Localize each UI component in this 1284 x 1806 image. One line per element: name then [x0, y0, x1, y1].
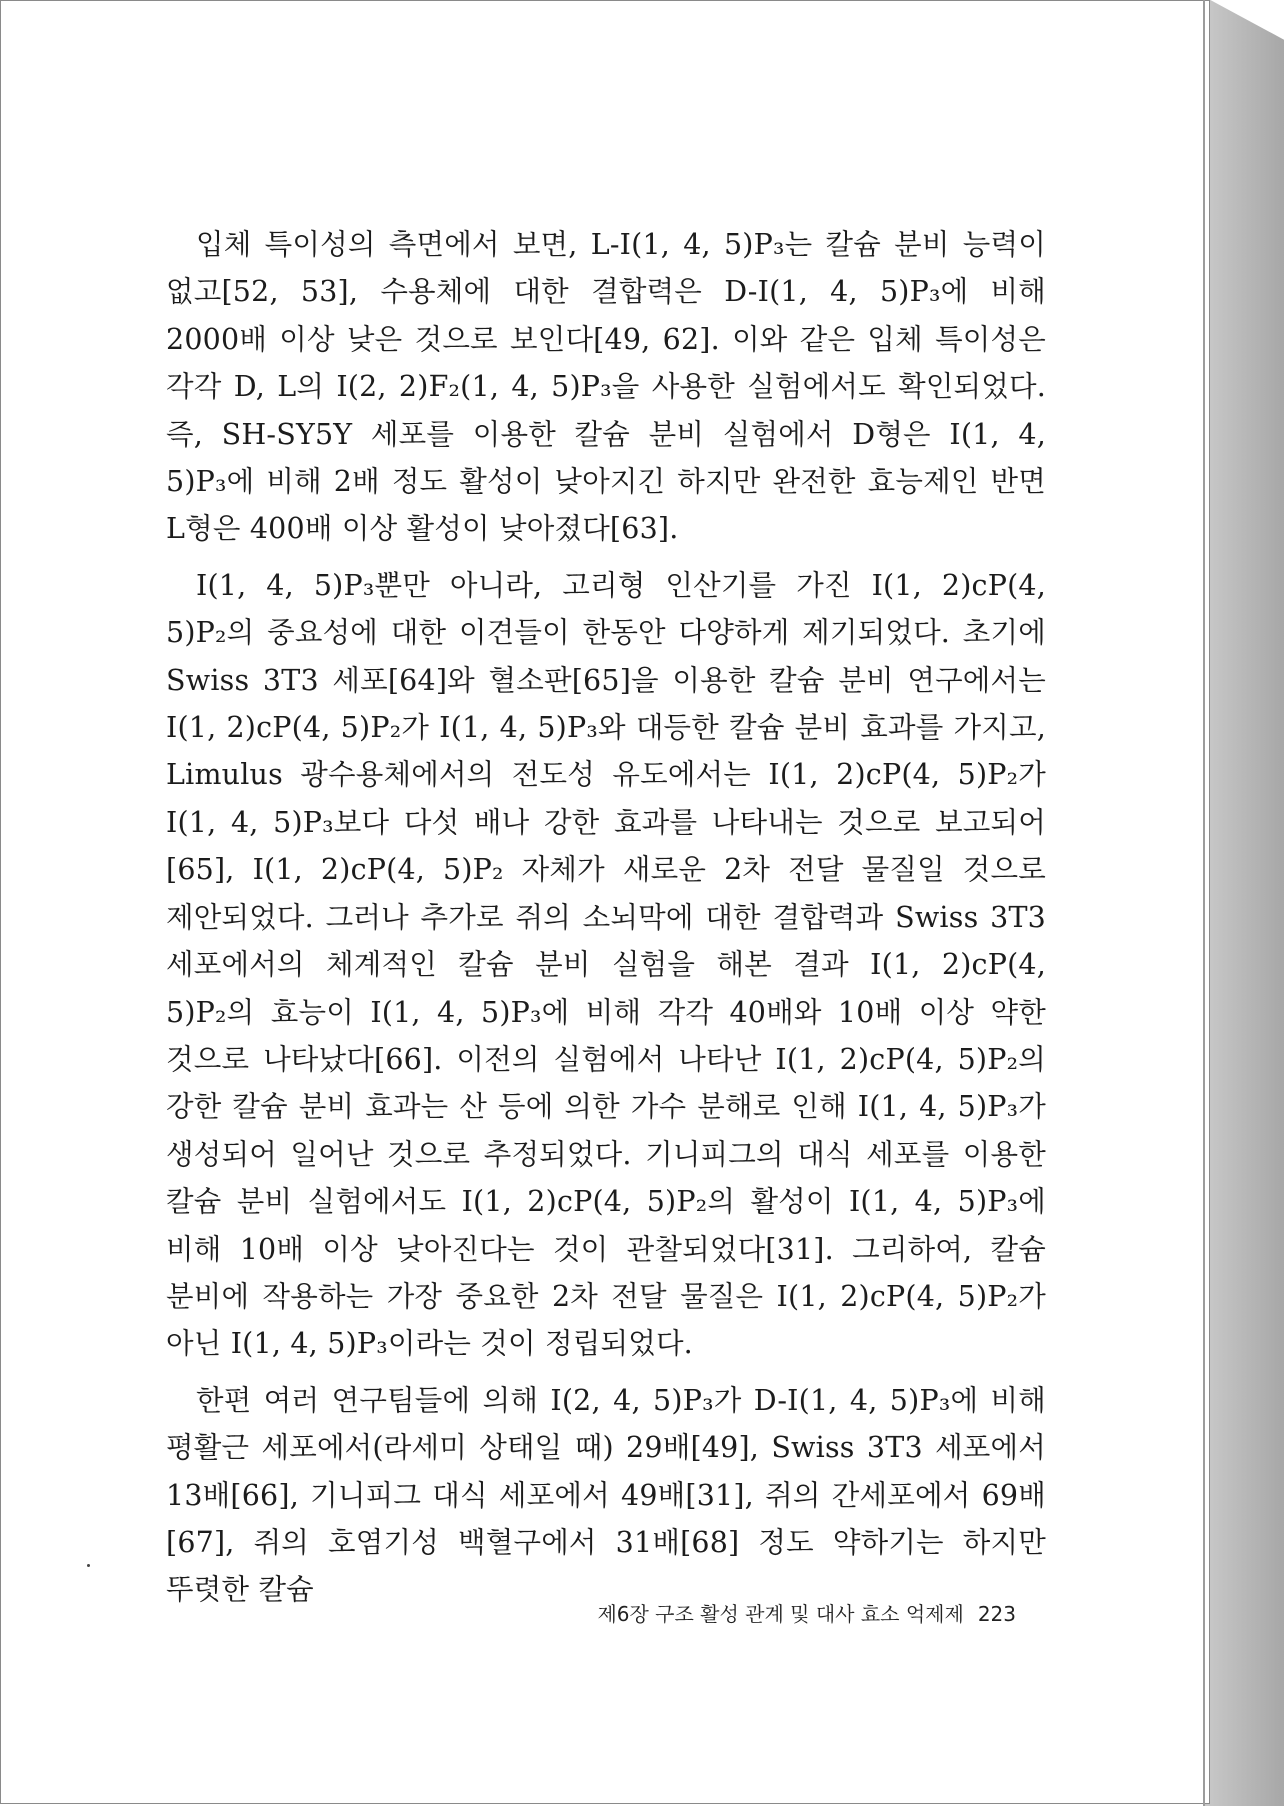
chapter-title: 제6장 구조 활성 관계 및 대사 효소 억제제 [597, 1602, 964, 1626]
speck-mark [87, 1564, 90, 1567]
page-edge-shadow [1204, 0, 1284, 1806]
paragraph-1: 입체 특이성의 측면에서 보면, L-I(1, 4, 5)P₃는 칼슘 분비 능력이 없고[52, 53], 수용체에 대한 결합력은 D-I(1, 4, 5)P₃에 비해 2000배 이상 낮은 것으로 보인다[49, 62]. 이와 같은 입체 특이성은 각각 D, L의 I(2, 2)F₂(1, 4, 5)P₃을 사용한 실험에서도 확인되었다. 즉, SH-SY5Y 세포를 이용한 칼슘 분비 실험에서 D형은 I(1, 4, 5)P₃에 비해 2배 정도 활성이 낮아지긴 하지만 완전한 효능제인 반면 L형은 400배 이상 활성이 낮아졌다[63]. [166, 228, 1046, 546]
page-number: 223 [977, 1602, 1016, 1626]
paragraph-3: 한편 여러 연구팀들에 의해 I(2, 4, 5)P₃가 D-I(1, 4, 5)P₃에 비해 평활근 세포에서(라세미 상태일 때) 29배[49], Swiss 3T3 세포에서 13배[66], 기니피그 대식 세포에서 49배[31], 쥐의 간세포에서 69배[67], 쥐의 호염기성 백혈구에서 31배[68] 정도 약하기는 하지만 뚜렷한 칼슘 [166, 1383, 1046, 1607]
paragraph-2: I(1, 4, 5)P₃뿐만 아니라, 고리형 인산기를 가진 I(1, 2)cP(4, 5)P₂의 중요성에 대한 이견들이 한동안 다양하게 제기되었다. 초기에 Swiss 3T3 세포[64]와 혈소판[65]을 이용한 칼슘 분비 연구에서는 I(1, 2)cP(4, 5)P₂가 I(1, 4, 5)P₃와 대등한 칼슘 분비 효과를 가지고, Limulus 광수용체에서의 전도성 유도에서는 I(1, 2)cP(4, 5)P₂가 I(1, 4, 5)P₃보다 다섯 배나 강한 효과를 나타내는 것으로 보고되어[65], I(1, 2)cP(4, 5)P₂ 자체가 새로운 2차 전달 물질일 것으로 제안되었다. 그러나 추가로 쥐의 소뇌막에 대한 결합력과 Swiss 3T3 세포에서의 체계적인 칼슘 분비 실험을 해본 결과 I(1, 2)cP(4, 5)P₂의 효능이 I(1, 4, 5)P₃에 비해 각각 40배와 10배 이상 약한 것으로 나타났다[66]. 이전의 실험에서 나타난 I(1, 2)cP(4, 5)P₂의 강한 칼슘 분비 효과는 산 등에 의한 가수 분해로 인해 I(1, 4, 5)P₃가 생성되어 일어난 것으로 추정되었다. 기니피그의 대식 세포를 이용한 칼슘 분비 실험에서도 I(1, 2)cP(4, 5)P₂의 활성이 I(1, 4, 5)P₃에 비해 10배 이상 낮아진다는 것이 관찰되었다[31]. 그리하여, 칼슘 분비에 작용하는 가장 중요한 2차 전달 물질은 I(1, 2)cP(4, 5)P₂가 아닌 I(1, 4, 5)P₃이라는 것이 정립되었다. [166, 568, 1046, 1361]
page-edge-line [1203, 0, 1205, 1806]
body-text [166, 221, 1046, 1614]
running-footer [516, 1594, 1016, 1634]
